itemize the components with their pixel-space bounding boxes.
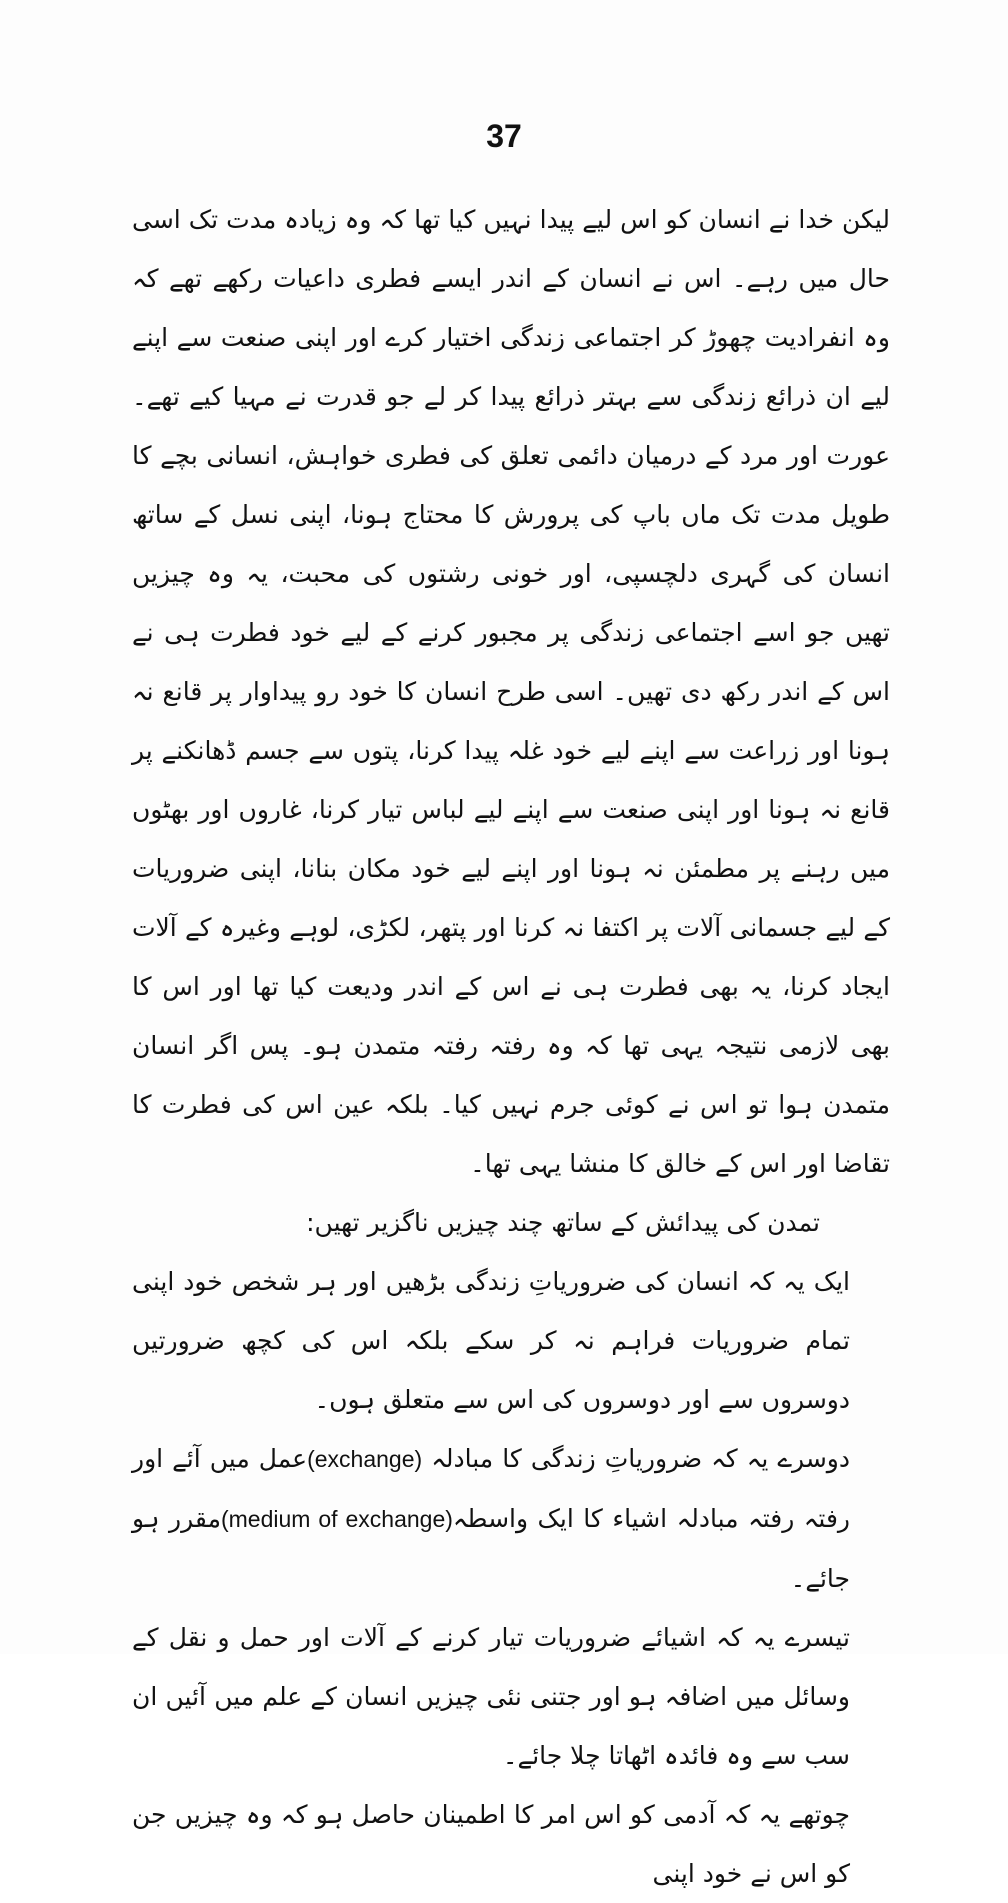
section-heading-line: تمدن کی پیدائش کے ساتھ چند چیزیں ناگزیر تھیں: bbox=[306, 1208, 820, 1237]
list-item-second-part-c: مقرر ہو جائے۔ bbox=[132, 1504, 850, 1593]
list-item-fourth: چوتھے یہ کہ آدمی کو اس امر کا اطمینان حاصل ہو کہ وہ چیزیں جن کو اس نے خود اپنی bbox=[132, 1800, 850, 1888]
list-item-third: تیسرے یہ کہ اشیائے ضروریات تیار کرنے کے آلات اور حمل و نقل کے وسائل میں اضافہ ہو اور جتنی نئی چیزیں انسان کے علم میں آئیں ان سب سے وہ فائدہ اٹھاتا چلا جائے۔ bbox=[132, 1623, 850, 1770]
paragraph-civilization-nature: لیکن خدا نے انسان کو اس لیے پیدا نہیں کیا تھا کہ وہ زیادہ مدت تک اسی حال میں رہے۔ اس نے انسان کے اندر ایسے فطری داعیات رکھے تھے کہ وہ انفرادیت چھوڑ کر اجتماعی زندگی اختیار کرے اور اپنی صنعت سے اپنے لیے ان ذرائع زندگی سے بہتر ذرائع پیدا کر لے جو قدرت نے مہیا کیے تھے۔ عورت اور مرد کے درمیان دائمی تعلق کی فطری خواہش، انسانی بچے کا طویل مدت تک ماں باپ کی پرورش کا محتاج ہونا، اپنی نسل کے ساتھ انسان کی گہری دلچسپی، اور خونی رشتوں کی محبت، یہ وہ چیزیں تھیں جو اسے اجتماعی زندگی پر مجبور کرنے کے لیے خود فطرت ہی نے اس کے اندر رکھ دی تھیں۔ اسی طرح انسان کا خود رو پیداوار پر قانع نہ ہونا اور زراعت سے اپنے لیے خود غلہ پیدا کرنا، پتوں سے جسم ڈھانکنے پر قانع نہ ہونا اور اپنی صنعت سے اپنے لیے لباس تیار کرنا، غاروں اور بھٹوں میں رہنے پر مطمئن نہ ہونا اور اپنے لیے خود مکان بنانا، اپنی ضروریات کے لیے جسمانی آلات پر اکتفا نہ کرنا اور پتھر، لکڑی، لوہے وغیرہ کے آلات ایجاد کرنا، یہ بھی فطرت ہی نے اس کے اندر ودیعت کیا تھا اور اس کا بھی لازمی نتیجہ یہی تھا کہ وہ رفتہ رفتہ متمدن ہو۔ پس اگر انسان متمدن ہوا تو اس نے کوئی جرم نہیں کیا۔ بلکہ عین اس کی فطرت کا تقاضا اور اس کے خالق کا منشا یہی تھا۔ bbox=[132, 205, 890, 1178]
english-term-medium-of-exchange: (medium of exchange) bbox=[220, 1506, 453, 1532]
page-number: 37 bbox=[486, 118, 522, 154]
english-term-exchange: (exchange) bbox=[307, 1446, 423, 1472]
list-item-first: ایک یہ کہ انسان کی ضروریاتِ زندگی بڑھیں اور ہر شخص خود اپنی تمام ضروریات فراہم نہ کر سکے بلکہ اس کی کچھ ضرورتیں دوسروں سے اور دوسروں کی اس سے متعلق ہوں۔ bbox=[132, 1267, 850, 1414]
list-item-second-part-b: عمل میں آئے اور رفتہ رفتہ مبادلہ اشیاء کا ایک واسطہ bbox=[132, 1444, 850, 1533]
page-body bbox=[132, 190, 890, 1903]
list-item-second-part-a: دوسرے یہ کہ ضروریاتِ زندگی کا مبادلہ bbox=[431, 1444, 850, 1473]
list-item-second bbox=[132, 1429, 890, 1608]
